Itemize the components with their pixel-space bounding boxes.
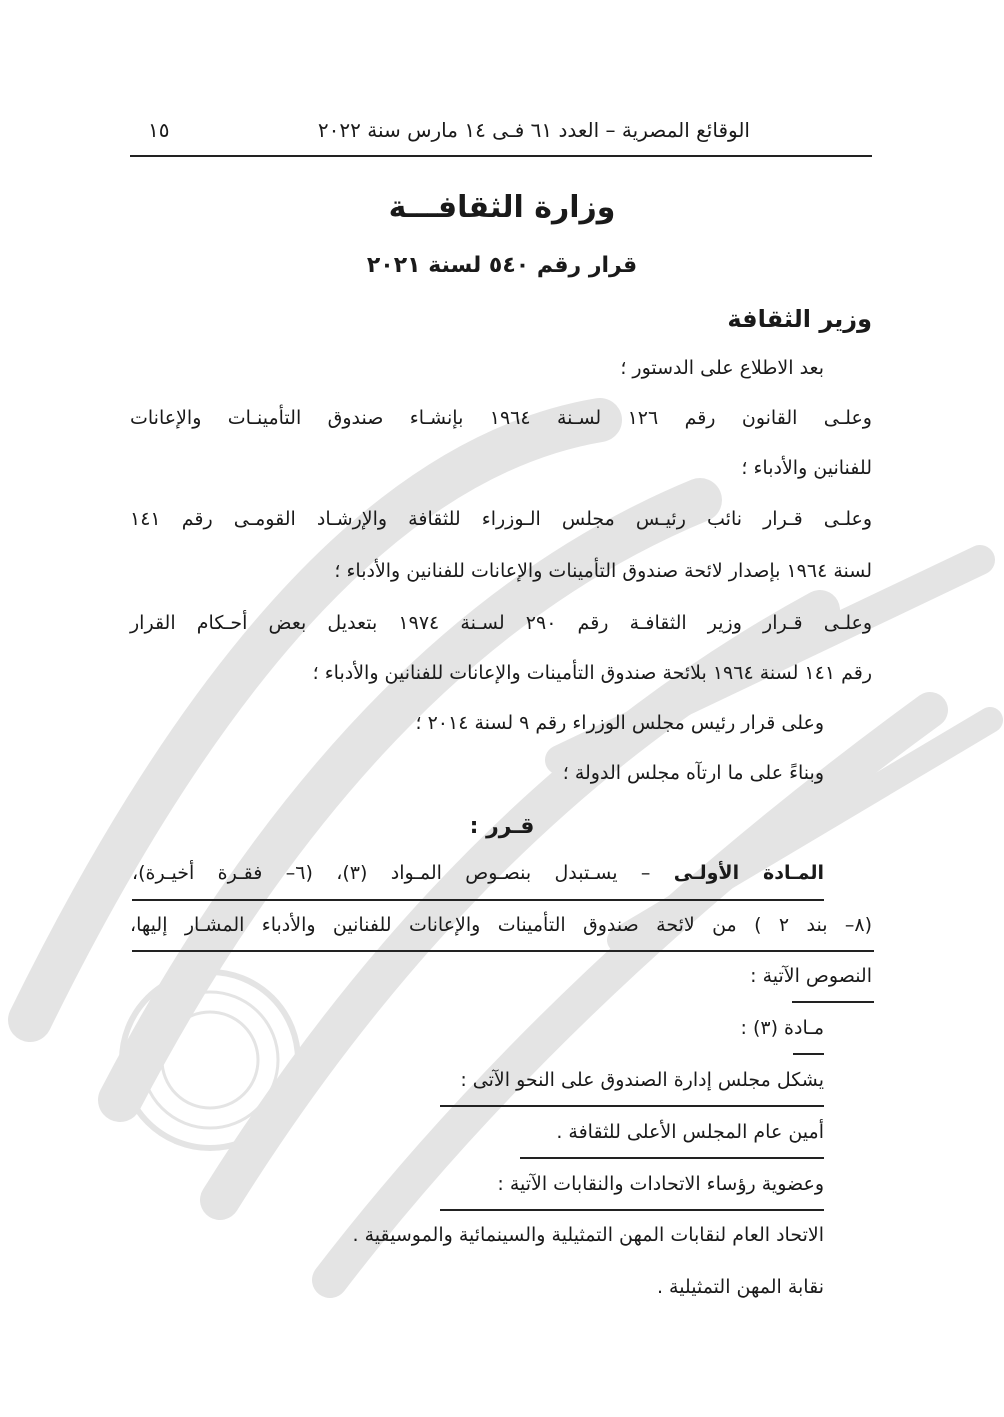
preamble-line: بعد الاطلاع على الدستور ؛: [620, 357, 824, 379]
article-one-line: (٨– بند ٢ ) من لائحة صندوق التأمينات والإعانات للفنانين والأدباء المشـار إليها،: [130, 914, 872, 936]
decree-title: قرار رقم ٥٤٠ لسنة ٢٠٢١: [366, 253, 638, 278]
article-three-line: وعضوية رؤساء الاتحادات والنقابات الآتية :: [497, 1173, 824, 1195]
article-one-label: المـادة الأولـى: [673, 862, 824, 884]
text-underline: [793, 1053, 824, 1055]
preamble-line: لسنة ١٩٦٤ بإصدار لائحة صندوق التأمينات والإعانات للفنانين والأدباء ؛: [334, 560, 872, 582]
article-one-line: النصوص الآتية :: [750, 965, 872, 987]
text-underline: [440, 1105, 824, 1107]
article-three-line: أمين عام المجلس الأعلى للثقافة .: [556, 1121, 824, 1143]
issuer-heading: وزير الثقافة: [727, 305, 872, 333]
text-underline: [132, 950, 874, 952]
page-number: ١٥: [148, 118, 170, 142]
text-underline: [520, 1157, 824, 1159]
gazette-issue-line: الوقائع المصرية – العدد ٦١ فـى ١٤ مارس سنة ٢٠٢٢: [317, 118, 750, 142]
article-one-line: [132, 862, 824, 884]
preamble-line: وعلـى القانون رقم ١٢٦ لسـنة ١٩٦٤ بإنشـاء صندوق التأمينـات والإعانات: [130, 407, 872, 429]
preamble-line: وعلـى قـرار نائب رئيـس مجلس الـوزراء للثقافة والإرشـاد القومـى رقم ١٤١: [130, 508, 872, 530]
page-header: [130, 118, 872, 148]
ministry-title: وزارة الثقافـــة: [388, 190, 616, 225]
article-three-line: الاتحاد العام لنقابات المهن التمثيلية والسينمائية والموسيقية .: [352, 1224, 824, 1246]
article-three-line: يشكل مجلس إدارة الصندوق على النحو الآتى :: [460, 1069, 824, 1091]
decided-heading: قـرر :: [469, 814, 535, 839]
text-underline: [792, 1001, 874, 1003]
preamble-line: وبناءً على ما ارتآه مجلس الدولة ؛: [562, 762, 824, 784]
article-three-heading: مـادة (٣) :: [740, 1017, 824, 1039]
text-underline: [132, 899, 824, 901]
preamble-line: وعلـى قـرار وزير الثقافـة رقم ٢٩٠ لسـنة ١٩٧٤ بتعديل بعض أحـكام القرار: [130, 612, 872, 634]
preamble-line: وعلى قرار رئيس مجلس الوزراء رقم ٩ لسنة ٢٠١٤ ؛: [415, 712, 824, 734]
article-three-line: نقابة المهن التمثيلية .: [656, 1276, 824, 1298]
text-underline: [440, 1209, 824, 1211]
preamble-line: رقم ١٤١ لسنة ١٩٦٤ بلائحة صندوق التأمينات والإعانات للفنانين والأدباء ؛: [312, 662, 872, 684]
article-one-text: – يسـتبدل بنصـوص المـواد (٣)، (٦– فقـرة أخيـرة)،: [132, 862, 651, 884]
header-divider: [130, 155, 872, 157]
preamble-line: للفنانين والأدباء ؛: [741, 457, 872, 479]
